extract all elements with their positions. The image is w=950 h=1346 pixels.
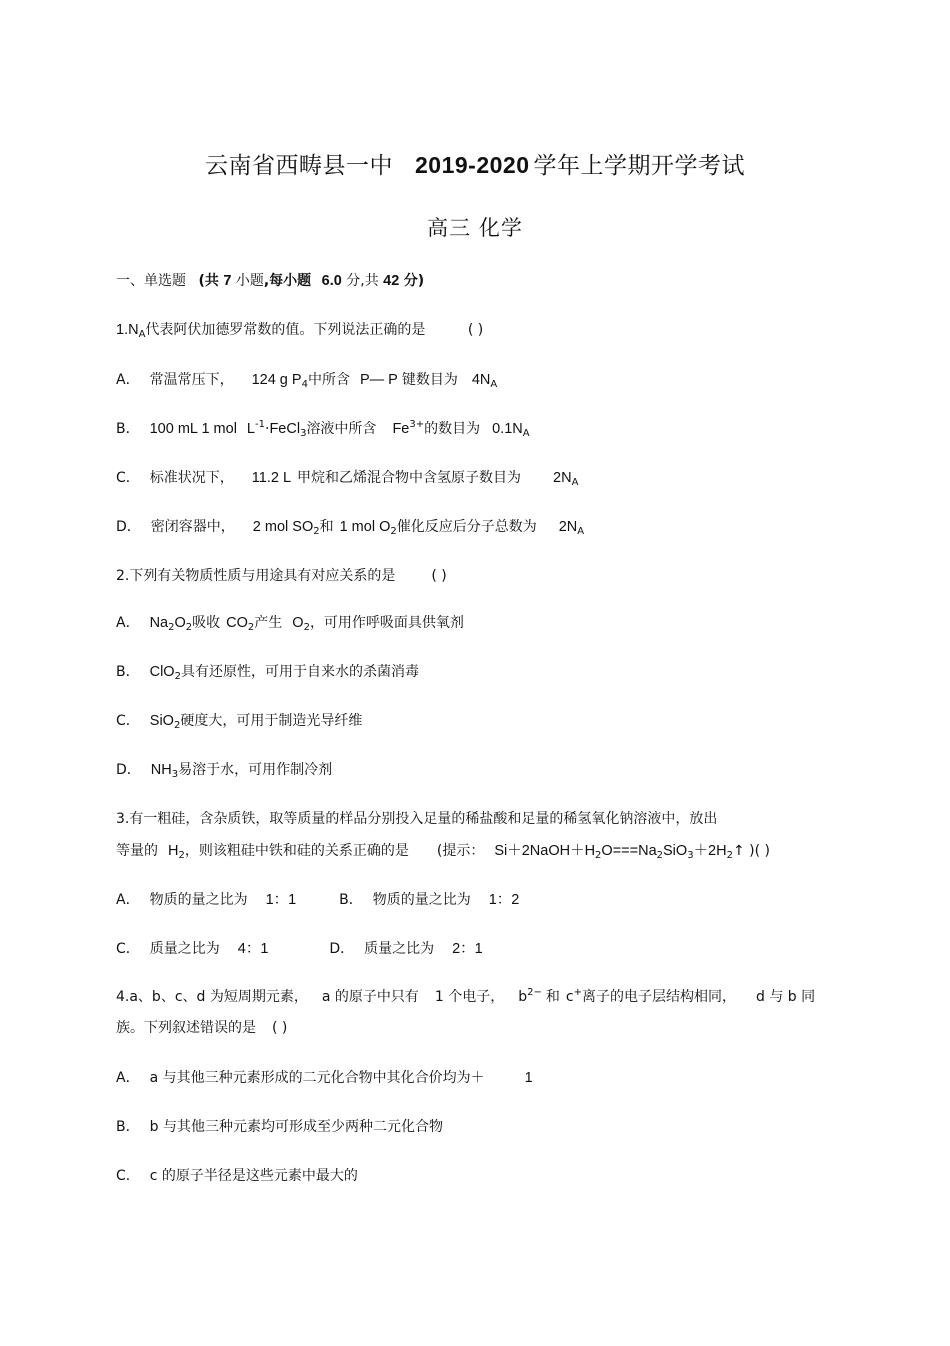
subscript: 2 <box>726 850 733 861</box>
question-3-stem-line1: 3.有一粗硅，含杂质铁，取等质量的样品分别投入足量的稀盐酸和足量的稀氢氧化钠溶液中，放出 <box>116 811 718 827</box>
option-text: 密闭容器中， <box>150 519 235 535</box>
q2-option-d <box>116 760 332 780</box>
subscript: A <box>522 428 530 439</box>
option-text: 质量之比为 <box>364 941 435 957</box>
subscript: 2 <box>313 526 320 537</box>
q1-option-d <box>116 517 584 537</box>
q4-option-c <box>116 1166 358 1186</box>
option-text: · <box>264 421 270 437</box>
option-text: 1 <box>524 1070 533 1086</box>
page-subtitle: 高三 化学 <box>427 216 523 240</box>
q3-hint: ＋2H <box>693 843 727 859</box>
option-text: Fe <box>392 421 410 437</box>
option-text: Na <box>149 615 169 631</box>
option-label: D． <box>116 762 141 778</box>
option-label: C． <box>116 1168 140 1184</box>
title-prefix: 云南省西畴县一中 <box>205 153 393 179</box>
option-text: 产生 <box>254 615 283 631</box>
option-text: 100 mL 1 mol <box>149 421 237 437</box>
subscript: 2 <box>390 526 397 537</box>
subscript: 2 <box>168 622 175 633</box>
subscript: A <box>571 477 579 488</box>
superscript: -1 <box>255 419 265 430</box>
q4-option-b <box>116 1117 443 1137</box>
question-3-stem-line2 <box>116 841 770 861</box>
option-text: 4N <box>471 372 491 388</box>
option-text: 易溶于水，可用作制冷剂 <box>178 762 333 778</box>
section-score: 6.0 <box>321 273 342 289</box>
q4-text: d 与 b 同 <box>755 989 816 1005</box>
q1-num: 1.N <box>116 322 139 338</box>
q2-text: 2.下列有关物质性质与用途具有对应关系的是 <box>116 568 396 584</box>
section-mid2: ,每小题 <box>263 273 312 289</box>
option-text: 和 <box>319 519 334 535</box>
option-text: 质量之比为 <box>149 941 220 957</box>
option-text: FeCl <box>269 421 301 437</box>
option-text: 11.2 L <box>251 470 292 486</box>
q2-option-a <box>116 613 464 633</box>
q2-answer-blank: ( ) <box>431 568 447 584</box>
q4-text: 和 <box>545 989 560 1005</box>
option-text: 2N <box>558 519 578 535</box>
section-count: 7 <box>223 273 232 289</box>
q4-text: 1 个电子， <box>434 989 505 1005</box>
question-2-stem <box>116 566 447 586</box>
question-4-stem-line1 <box>116 987 815 1007</box>
option-label: A． <box>116 615 140 631</box>
option-label: D． <box>116 519 141 535</box>
q3-options-cd <box>116 939 483 959</box>
option-text: 2N <box>553 470 572 486</box>
option-text: 的数目为 <box>424 421 481 437</box>
q3-answer-blank: ↑ )( ) <box>732 843 771 859</box>
section-mid1: 小题 <box>235 273 264 289</box>
superscript: 2− <box>527 987 542 998</box>
option-label: C． <box>116 713 140 729</box>
option-label: A． <box>116 372 140 388</box>
option-text: L <box>246 421 255 437</box>
option-text: 124 g P <box>251 372 302 388</box>
subscript: 3 <box>300 428 307 439</box>
option-text: 常温常压下， <box>149 372 234 388</box>
option-text: b 与其他三种元素均可形成至少两种二元化合物 <box>149 1119 443 1135</box>
option-text: P— P <box>359 372 398 388</box>
section-total: 42 <box>383 273 400 289</box>
option-text: 吸收 <box>192 615 221 631</box>
option-text: 0.1N <box>492 421 523 437</box>
option-label: C． <box>116 941 140 957</box>
subscript: 2 <box>247 622 255 633</box>
page-title <box>0 147 950 180</box>
q1-option-a <box>116 370 497 390</box>
q4-text: a 的原子中只有 <box>321 989 419 1005</box>
subscript: A <box>490 379 498 390</box>
question-4-stem-line2 <box>116 1018 287 1038</box>
option-text: 标准状况下， <box>149 470 234 486</box>
subscript: 4 <box>301 379 308 390</box>
option-text: 硬度大，可用于制造光导纤维 <box>180 713 363 729</box>
option-text: 2 mol SO <box>252 519 314 535</box>
q3-hint: Si＋2NaOH＋H <box>494 843 596 859</box>
option-text: ClO <box>149 664 175 680</box>
q1-answer-blank: ( ) <box>467 322 484 338</box>
option-label: D． <box>329 941 355 957</box>
subscript: 3 <box>171 769 179 780</box>
q2-option-b <box>116 662 419 682</box>
option-text: NH <box>150 762 172 778</box>
superscript: + <box>573 987 582 998</box>
subscript: 2 <box>303 622 310 633</box>
option-text: 1：1 <box>265 892 297 908</box>
option-text: c 的原子半径是这些元素中最大的 <box>149 1168 358 1184</box>
q2-option-c <box>116 711 362 731</box>
q1-num-sub: A <box>138 329 146 340</box>
subscript: 2 <box>173 720 181 731</box>
title-year: 2019-2020 <box>415 152 530 178</box>
subscript: 2 <box>656 850 664 861</box>
section-heading <box>116 271 424 291</box>
q1-option-b <box>116 419 530 439</box>
q4-text: 族。下列叙述错误的是 <box>116 1020 256 1036</box>
superscript: 3+ <box>409 419 425 430</box>
q3-options-ab <box>116 890 519 910</box>
q4-answer-blank: ( ) <box>272 1020 288 1036</box>
option-text: SiO <box>149 713 174 729</box>
subscript: 2 <box>174 671 181 682</box>
q1-text: 代表阿伏加德罗常数的值。下列说法正确的是 <box>145 322 426 338</box>
subscript: 2 <box>178 850 185 861</box>
option-text: 具有还原性，可用于自来水的杀菌消毒 <box>180 664 419 680</box>
subscript: 2 <box>185 622 193 633</box>
q1-option-c <box>116 468 578 488</box>
q3-text: 等量的 <box>116 843 158 859</box>
q3-text: H <box>168 843 179 859</box>
option-label: C． <box>116 470 140 486</box>
subscript: A <box>577 526 585 537</box>
section-close: 分) <box>403 273 425 289</box>
option-text: 2：1 <box>452 941 483 957</box>
q3-hint: O===Na <box>601 843 657 859</box>
option-label: B． <box>116 421 140 437</box>
option-text: 中所含 <box>307 372 350 388</box>
option-label: B． <box>116 1119 140 1135</box>
q4-text: b <box>518 989 528 1005</box>
q4-option-a <box>116 1068 533 1088</box>
option-text: 物质的量之比为 <box>149 892 248 908</box>
section-lead: 一、单选题 <box>116 273 186 289</box>
q4-text: 离子的电子层结构相同， <box>581 989 736 1005</box>
subscript: 2 <box>595 850 602 861</box>
question-1-stem <box>116 320 483 340</box>
option-text: 物质的量之比为 <box>372 892 471 908</box>
option-text: CO <box>226 615 248 631</box>
q3-hint: SiO <box>663 843 688 859</box>
section-open: (共 <box>198 273 219 289</box>
option-text: 1：2 <box>488 892 520 908</box>
option-label: B． <box>339 892 363 908</box>
option-text: a 与其他三种元素形成的二元化合物中其化合价均为＋ <box>149 1070 485 1086</box>
option-text: 键数目为 <box>401 372 458 388</box>
q3-hint: (提示： <box>436 843 485 859</box>
option-text: 4：1 <box>237 941 269 957</box>
option-text: 溶液中所含 <box>306 421 377 437</box>
option-text: O <box>174 615 186 631</box>
option-label: A． <box>116 892 140 908</box>
section-mid3: 分,共 <box>346 273 379 289</box>
option-text: 甲烷和乙烯混合物中含氢原子数目为 <box>297 470 522 486</box>
option-text: 催化反应后分子总数为 <box>396 519 537 535</box>
q4-text: c <box>565 989 574 1005</box>
option-text: O <box>292 615 304 631</box>
option-label: B． <box>116 664 140 680</box>
q3-text: ，则该粗硅中铁和硅的关系正确的是 <box>184 843 409 859</box>
title-suffix: 学年上学期开学考试 <box>533 153 745 179</box>
subscript: 3 <box>687 850 694 861</box>
option-text: 1 mol O <box>339 519 391 535</box>
option-label: A． <box>116 1070 140 1086</box>
option-text: ，可用作呼吸面具供氧剂 <box>309 615 464 631</box>
q4-text: 4.a、b、c、d 为短周期元素， <box>116 989 308 1005</box>
